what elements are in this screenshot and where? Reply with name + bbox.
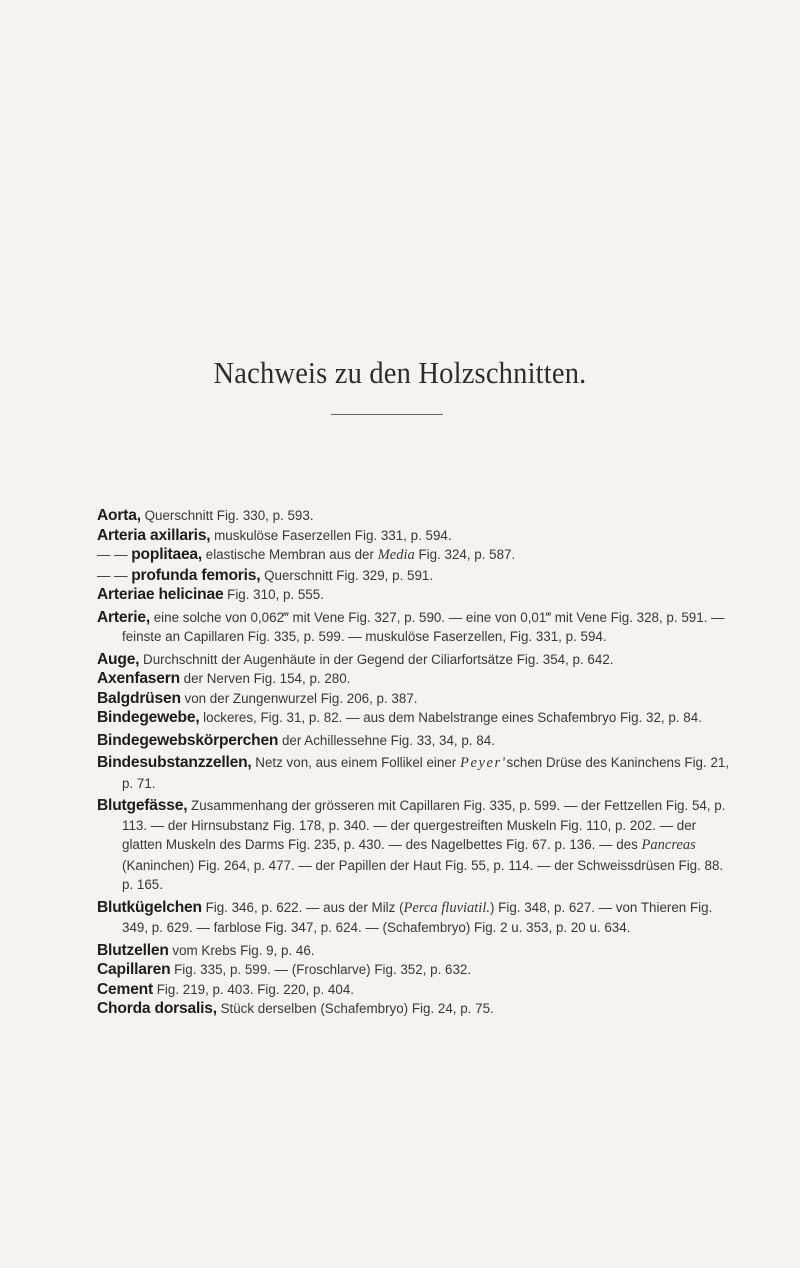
index-entry bbox=[97, 999, 737, 1019]
entry-headword: Axenfasern bbox=[97, 670, 180, 687]
entry-text: Fig. 324, p. 587. bbox=[414, 547, 516, 562]
page-title: Nachweis zu den Holzschnitten. bbox=[213, 355, 587, 390]
entry-headword: Bindesubstanzzellen, bbox=[97, 754, 252, 771]
entry-text: — — bbox=[97, 567, 132, 583]
entry-text: Netz von, aus einem Follikel einer bbox=[251, 755, 460, 770]
index-entry bbox=[97, 980, 737, 1000]
index-entry bbox=[97, 708, 737, 728]
entry-headword: Blutgefässe, bbox=[97, 797, 188, 814]
entry-text: der Achillessehne Fig. 33, 34, p. 84. bbox=[278, 732, 495, 748]
index-entry bbox=[97, 796, 737, 895]
entry-headword: Bindegewebskörperchen bbox=[97, 731, 279, 749]
entry-text: der Nerven Fig. 154, p. 280. bbox=[179, 671, 351, 686]
index-entry bbox=[97, 689, 737, 709]
entry-italic-term: Perca fluviatil. bbox=[403, 899, 490, 916]
entry-text: Zusammenhang der grösseren mit Capillaren Fig. 335, p. 599. — der Fettzellen Fig. 54, p. 113. — der Hirnsubstanz Fig. 178, p. 340. — der quergestreiften Muskeln Fig. 110, p. 202. — der glatten Muskeln des Darms Fig. 235, p. 430. — des Nagelbettes Fig. 67. p. 136. — des bbox=[122, 798, 726, 852]
entry-headword: Aorta, bbox=[97, 507, 141, 524]
entry-headword: Bindegewebe, bbox=[97, 709, 200, 726]
entry-italic-term: Pancreas bbox=[641, 837, 696, 853]
index-entry bbox=[97, 731, 737, 751]
entry-headword: poplitaea, bbox=[131, 546, 203, 563]
entry-text: Querschnitt Fig. 329, p. 591. bbox=[260, 567, 434, 583]
entry-text: Fig. 310, p. 555. bbox=[223, 587, 324, 602]
entry-headword: Arteriae helicinae bbox=[97, 586, 224, 603]
entry-text: elastische Membran aus der bbox=[202, 547, 378, 562]
index-entry bbox=[97, 669, 737, 689]
entry-headword: Blutzellen bbox=[97, 941, 169, 959]
entry-text: Fig. 335, p. 599. — (Froschlarve) Fig. 352, p. 632. bbox=[170, 962, 472, 977]
entry-headword: profunda femoris, bbox=[131, 566, 261, 584]
entry-text: Stück derselben (Schafembryo) Fig. 24, p. 75. bbox=[216, 1001, 494, 1016]
entry-text: von der Zungenwurzel Fig. 206, p. 387. bbox=[180, 690, 418, 706]
entry-text: muskulöse Faserzellen Fig. 331, p. 594. bbox=[210, 527, 452, 543]
entry-headword: Auge, bbox=[97, 650, 140, 668]
index-entry bbox=[97, 960, 737, 980]
entry-italic-term: Peyer' bbox=[459, 755, 507, 771]
index-entry bbox=[97, 526, 737, 546]
index-entry bbox=[97, 545, 737, 566]
entry-text: eine solche von 0,062‴ mit Vene Fig. 327, p. 590. — eine von 0,01‴ mit Vene Fig. 328, p. 591. — feinste an Capillaren Fig. 335, p. 599. — muskulöse Faserzellen, Fig. 331, p. 594. bbox=[122, 609, 725, 644]
index-entry bbox=[97, 585, 737, 605]
index-entry bbox=[97, 506, 737, 526]
entry-headword: Balgdrüsen bbox=[97, 689, 181, 707]
entry-text: lockeres, Fig. 31, p. 82. — aus dem Nabelstrange eines Schafembryo Fig. 32, p. 84. bbox=[199, 710, 702, 725]
entry-text: Durchschnitt der Augenhäute in der Gegend der Ciliarfortsätze Fig. 354, p. 642. bbox=[139, 651, 614, 667]
entry-headword: Capillaren bbox=[97, 961, 171, 978]
entry-headword: Chorda dorsalis, bbox=[97, 1000, 217, 1017]
entry-headword: Arteria axillaris, bbox=[97, 526, 211, 544]
index-list bbox=[97, 506, 737, 1019]
index-entry bbox=[97, 753, 737, 793]
entry-headword: Blutkügelchen bbox=[97, 898, 202, 916]
entry-text: schen Drüse des Kaninchens Fig. 21, p. 71. bbox=[122, 755, 730, 791]
entry-text: — — bbox=[97, 547, 132, 562]
entry-headword: Cement bbox=[97, 980, 153, 998]
entry-text: vom Krebs Fig. 9, p. 46. bbox=[168, 942, 315, 958]
entry-italic-term: Media bbox=[377, 547, 415, 563]
entry-text: Querschnitt Fig. 330, p. 593. bbox=[140, 508, 314, 523]
index-entry bbox=[97, 941, 737, 961]
entry-text: Fig. 219, p. 403. Fig. 220, p. 404. bbox=[153, 981, 354, 997]
index-entry bbox=[97, 650, 737, 670]
entry-text: Fig. 346, p. 622. — aus der Milz ( bbox=[201, 899, 404, 915]
title-divider bbox=[331, 414, 443, 415]
index-entry bbox=[97, 898, 737, 938]
index-entry bbox=[97, 608, 737, 647]
index-entry bbox=[97, 566, 737, 586]
entry-text: (Kaninchen) Fig. 264, p. 477. — der Papillen der Haut Fig. 55, p. 114. — der Schweissdrüsen Fig. 88. p. 165. bbox=[122, 857, 724, 892]
entry-text: ) Fig. 348, p. 627. — von Thieren Fig. 349, p. 629. — farblose Fig. 347, p. 624. — (Schafembryo) Fig. 2 u. 353, p. 20 u. 634. bbox=[122, 899, 713, 935]
entry-headword: Arterie, bbox=[97, 608, 151, 626]
